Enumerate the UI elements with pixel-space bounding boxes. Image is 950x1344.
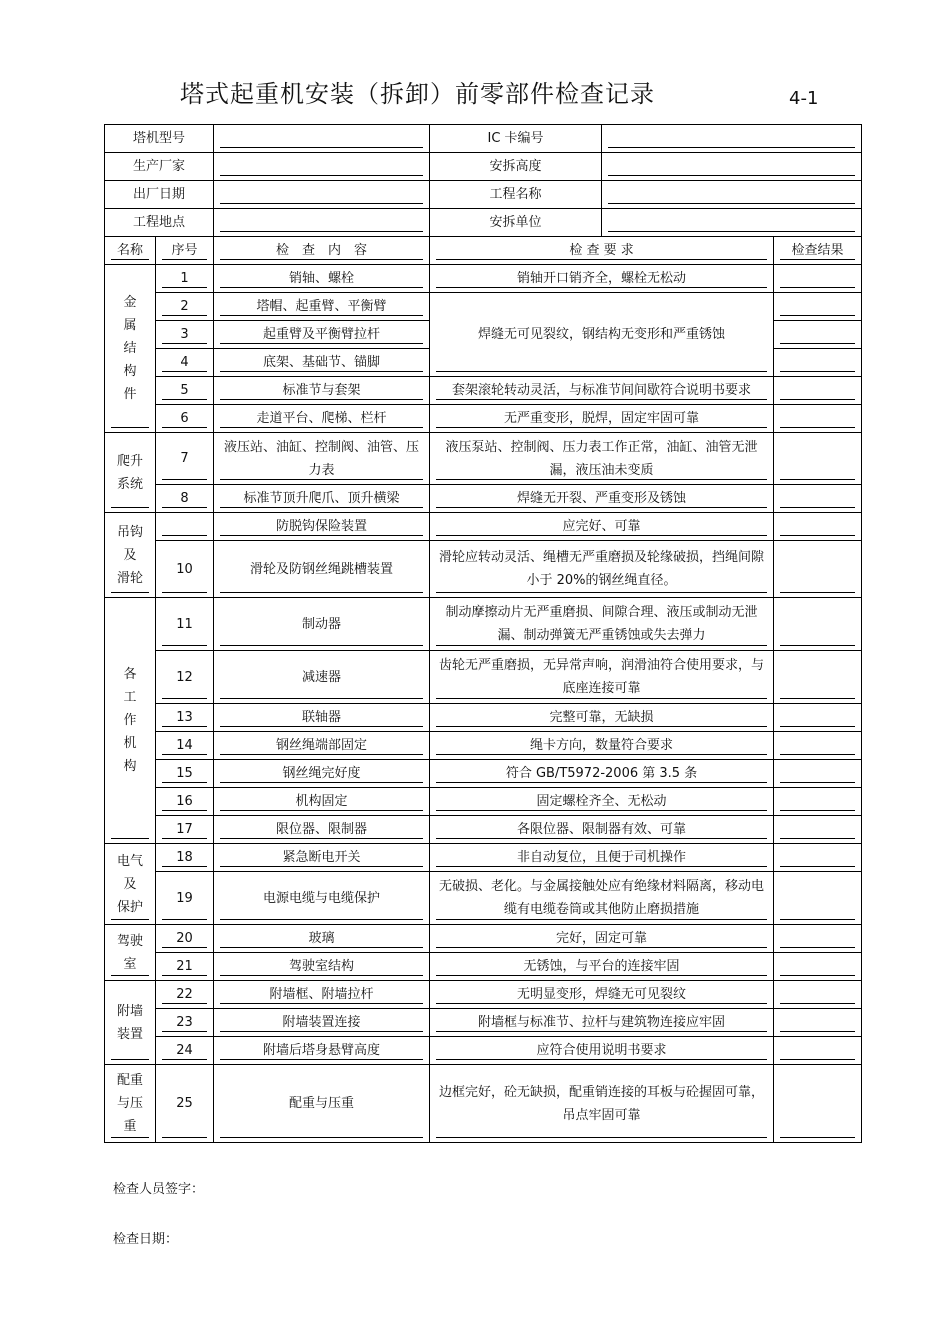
row-content: 塔帽、起重臂、平衡臂 — [214, 293, 430, 321]
table-row — [105, 732, 862, 760]
row-content: 机构固定 — [214, 788, 430, 816]
row-content: 联轴器 — [214, 704, 430, 732]
row-seq: 22 — [156, 981, 214, 1009]
table-row — [105, 872, 862, 925]
group-climbing-system: 爬升 系统 — [105, 433, 156, 513]
row-seq: 4 — [156, 349, 214, 377]
table-row — [105, 1037, 862, 1065]
table-row — [105, 816, 862, 844]
row-requirement: 无破损、老化。与金属接触处应有绝缘材料隔离，移动电缆有电缆卷筒或其他防止磨损措施 — [430, 872, 774, 925]
row-content: 滑轮及防钢丝绳跳槽装置 — [214, 541, 430, 598]
row-content: 钢丝绳端部固定 — [214, 732, 430, 760]
row-requirement: 符合 GB/T5972-2006 第 3.5 条 — [430, 760, 774, 788]
row-requirement: 焊缝无开裂、严重变形及锈蚀 — [430, 485, 774, 513]
info-value-field[interactable] — [602, 153, 862, 181]
table-row — [105, 405, 862, 433]
row-content: 驾驶室结构 — [214, 953, 430, 981]
group-cab: 驾驶 室 — [105, 925, 156, 981]
table-row — [105, 485, 862, 513]
row-seq: 23 — [156, 1009, 214, 1037]
row-seq: 16 — [156, 788, 214, 816]
table-row — [105, 788, 862, 816]
info-label: 出厂日期 — [105, 181, 214, 209]
table-row — [105, 704, 862, 732]
row-requirement: 齿轮无严重磨损，无异常声响，润滑油符合使用要求，与底座连接可靠 — [430, 651, 774, 704]
info-label: IC 卡编号 — [430, 125, 602, 153]
info-label: 塔机型号 — [105, 125, 214, 153]
result-field[interactable] — [774, 651, 862, 704]
inspection-table — [104, 124, 862, 1143]
table-row — [105, 1009, 862, 1037]
result-field[interactable] — [774, 981, 862, 1009]
header-seq: 序号 — [156, 237, 214, 265]
row-seq: 3 — [156, 321, 214, 349]
row-requirement: 边框完好，砼无缺损，配重销连接的耳板与砼握固可靠，吊点牢固可靠 — [430, 1065, 774, 1143]
info-value-field[interactable] — [214, 153, 430, 181]
table-row — [105, 1065, 862, 1143]
result-field[interactable] — [774, 732, 862, 760]
row-requirement: 套架滚轮转动灵活，与标准节间间歇符合说明书要求 — [430, 377, 774, 405]
row-requirement: 滑轮应转动灵活、绳槽无严重磨损及轮缘破损，挡绳间隙小于 20%的钢丝绳直径。 — [430, 541, 774, 598]
row-content: 防脱钩保险装置 — [214, 513, 430, 541]
table-row — [105, 981, 862, 1009]
row-seq: 10 — [156, 541, 214, 598]
header-content: 检 查 内 容 — [214, 237, 430, 265]
header-requirement: 检 查 要 求 — [430, 237, 774, 265]
row-requirement: 无严重变形，脱焊，固定牢固可靠 — [430, 405, 774, 433]
row-content: 标准节顶升爬爪、顶升横梁 — [214, 485, 430, 513]
info-label: 生产厂家 — [105, 153, 214, 181]
row-seq: 1 — [156, 265, 214, 293]
result-field[interactable] — [774, 816, 862, 844]
info-label: 工程名称 — [430, 181, 602, 209]
row-requirement: 制动摩擦动片无严重磨损、间隙合理、液压或制动无泄漏、制动弹簧无严重锈蚀或失去弹力 — [430, 598, 774, 651]
group-electrical: 电气 及 保护 — [105, 844, 156, 925]
info-value-field[interactable] — [602, 181, 862, 209]
row-content: 液压站、油缸、控制阀、油管、压力表 — [214, 433, 430, 485]
result-field[interactable] — [774, 1009, 862, 1037]
row-seq: 12 — [156, 651, 214, 704]
group-metal-structure: 金 属 结 构 件 — [105, 265, 156, 433]
row-requirement: 应完好、可靠 — [430, 513, 774, 541]
row-seq: 5 — [156, 377, 214, 405]
result-field[interactable] — [774, 485, 862, 513]
table-row — [105, 377, 862, 405]
page-title: 塔式起重机安装（拆卸）前零部件检查记录 — [180, 80, 655, 108]
row-seq: 7 — [156, 433, 214, 485]
row-seq: 13 — [156, 704, 214, 732]
result-field[interactable] — [774, 405, 862, 433]
result-field[interactable] — [774, 925, 862, 953]
table-row — [105, 541, 862, 598]
row-requirement: 非自动复位，且便于司机操作 — [430, 844, 774, 872]
row-content: 玻璃 — [214, 925, 430, 953]
row-seq: 8 — [156, 485, 214, 513]
row-content: 减速器 — [214, 651, 430, 704]
group-counterweight: 配重 与压 重 — [105, 1065, 156, 1143]
info-row — [105, 209, 862, 237]
table-row — [105, 513, 862, 541]
info-value-field[interactable] — [602, 209, 862, 237]
row-content: 紧急断电开关 — [214, 844, 430, 872]
table-row — [105, 265, 862, 293]
row-seq: 14 — [156, 732, 214, 760]
info-row — [105, 125, 862, 153]
group-wall-attachment: 附墙 装置 — [105, 981, 156, 1065]
info-label: 安拆单位 — [430, 209, 602, 237]
row-content: 限位器、限制器 — [214, 816, 430, 844]
row-seq: 20 — [156, 925, 214, 953]
row-requirement: 无明显变形，焊缝无可见裂纹 — [430, 981, 774, 1009]
row-content: 附墙装置连接 — [214, 1009, 430, 1037]
info-value-field[interactable] — [602, 125, 862, 153]
row-requirement: 固定螺栓齐全、无松动 — [430, 788, 774, 816]
row-content: 走道平台、爬梯、栏杆 — [214, 405, 430, 433]
info-row — [105, 153, 862, 181]
info-label: 工程地点 — [105, 209, 214, 237]
row-seq: 19 — [156, 872, 214, 925]
result-field[interactable] — [774, 760, 862, 788]
table-header — [105, 237, 862, 265]
row-requirement: 销轴开口销齐全，螺栓无松动 — [430, 265, 774, 293]
row-content: 附墙框、附墙拉杆 — [214, 981, 430, 1009]
result-field[interactable] — [774, 953, 862, 981]
row-content: 底架、基础节、锚脚 — [214, 349, 430, 377]
row-seq: 24 — [156, 1037, 214, 1065]
row-content: 配重与压重 — [214, 1065, 430, 1143]
row-requirement: 应符合使用说明书要求 — [430, 1037, 774, 1065]
group-working-mechanisms: 各 工 作 机 构 — [105, 598, 156, 844]
result-field[interactable] — [774, 598, 862, 651]
table-row — [105, 844, 862, 872]
result-field[interactable] — [774, 704, 862, 732]
info-label: 安拆高度 — [430, 153, 602, 181]
row-content: 起重臂及平衡臂拉杆 — [214, 321, 430, 349]
row-seq: 15 — [156, 760, 214, 788]
info-value-field[interactable] — [214, 181, 430, 209]
result-field[interactable] — [774, 844, 862, 872]
result-field[interactable] — [774, 788, 862, 816]
row-content: 附墙后塔身悬臂高度 — [214, 1037, 430, 1065]
row-content: 销轴、螺栓 — [214, 265, 430, 293]
result-field[interactable] — [774, 377, 862, 405]
row-requirement: 各限位器、限制器有效、可靠 — [430, 816, 774, 844]
result-field[interactable] — [774, 349, 862, 377]
result-field[interactable] — [774, 1065, 862, 1143]
row-seq: 18 — [156, 844, 214, 872]
row-seq: 6 — [156, 405, 214, 433]
result-field[interactable] — [774, 433, 862, 485]
table-row — [105, 598, 862, 651]
inspection-date-label: 检查日期： — [113, 1232, 179, 1247]
table-row — [105, 433, 862, 485]
result-field[interactable] — [774, 293, 862, 321]
row-seq: 21 — [156, 953, 214, 981]
result-field[interactable] — [774, 541, 862, 598]
row-seq: 17 — [156, 816, 214, 844]
table-row — [105, 925, 862, 953]
result-field[interactable] — [774, 265, 862, 293]
row-requirement: 绳卡方向，数量符合要求 — [430, 732, 774, 760]
header-name: 名称 — [105, 237, 156, 265]
info-row — [105, 181, 862, 209]
table-row — [105, 760, 862, 788]
row-content: 标准节与套架 — [214, 377, 430, 405]
row-seq: 2 — [156, 293, 214, 321]
result-field[interactable] — [774, 872, 862, 925]
row-content: 制动器 — [214, 598, 430, 651]
row-seq: 11 — [156, 598, 214, 651]
result-field[interactable] — [774, 321, 862, 349]
form-code: 4-1 — [789, 88, 819, 109]
row-requirement: 完好，固定可靠 — [430, 925, 774, 953]
group-hook-pulley: 吊钩 及 滑轮 — [105, 513, 156, 598]
row-content: 电源电缆与电缆保护 — [214, 872, 430, 925]
table-row — [105, 953, 862, 981]
row-requirement: 完整可靠，无缺损 — [430, 704, 774, 732]
row-content: 钢丝绳完好度 — [214, 760, 430, 788]
info-value-field[interactable] — [214, 209, 430, 237]
row-seq — [156, 513, 214, 541]
row-requirement: 附墙框与标准节、拉杆与建筑物连接应牢固 — [430, 1009, 774, 1037]
row-requirement: 焊缝无可见裂纹，钢结构无变形和严重锈蚀 — [430, 293, 774, 377]
row-requirement: 无锈蚀，与平台的连接牢固 — [430, 953, 774, 981]
info-value-field[interactable] — [214, 125, 430, 153]
result-field[interactable] — [774, 1037, 862, 1065]
inspector-signature-label: 检查人员签字： — [113, 1182, 205, 1197]
row-seq: 25 — [156, 1065, 214, 1143]
header-result: 检查结果 — [774, 237, 862, 265]
row-requirement: 液压泵站、控制阀、压力表工作正常，油缸、油管无泄漏，液压油未变质 — [430, 433, 774, 485]
table-row — [105, 651, 862, 704]
table-row — [105, 293, 862, 321]
result-field[interactable] — [774, 513, 862, 541]
